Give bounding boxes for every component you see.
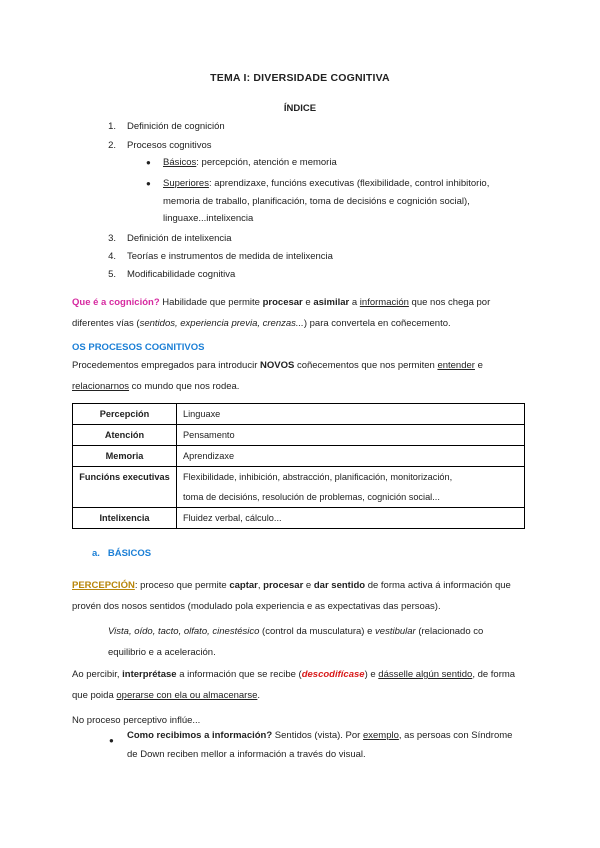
cognition-question: Que é a cognición? [72, 297, 160, 308]
text: co mundo que nos rodea. [129, 381, 240, 392]
text: operarse con ela ou almacenarse [116, 690, 258, 701]
index-number: 1. [108, 121, 116, 132]
table-row [73, 425, 525, 446]
text: interprétase [122, 669, 177, 680]
index-heading: ÍNDICE [283, 103, 317, 114]
text: e [474, 360, 483, 371]
text: que poida [72, 690, 117, 701]
index-subitem [163, 157, 337, 168]
text: dásselle algún sentido [378, 669, 473, 680]
perception-label: PERCEPCIÓN [72, 580, 135, 591]
text: ) e [364, 669, 379, 680]
table-value-cell: Linguaxe [177, 404, 525, 425]
influence-item [127, 726, 527, 764]
text: Habilidade que permite [159, 297, 263, 308]
text: (control da musculatura) e [259, 626, 376, 637]
text: sentidos, experiencia previa, crenzas... [139, 318, 304, 329]
table-row [73, 404, 525, 425]
document-title: TEMA I: DIVERSIDADE COGNITIVA [210, 72, 390, 84]
bullet-icon: ● [109, 736, 114, 745]
influences-intro: No proceso perceptivo inflúe... [72, 715, 201, 726]
subitem-text-line3: linguaxe...intelixencia [163, 213, 254, 224]
bullet-icon: ● [146, 158, 151, 167]
text: provén dos nosos sentidos (modulado pola experiencia e as expectativas das persoas). [72, 601, 441, 612]
text: , de forma [472, 669, 516, 680]
subsection-heading [92, 548, 151, 559]
table-value-cell: Aprendizaxe [177, 446, 525, 467]
text: Procedementos empregados para introducir [72, 360, 260, 371]
text: ) para convertela en coñecemento. [303, 318, 451, 329]
text: descodifícase [301, 669, 365, 680]
text: exemplo [362, 730, 399, 741]
index-item: Procesos cognitivos [127, 140, 212, 151]
table-value-cell: Fluidez verbal, cálculo... [177, 508, 525, 529]
text: dar sentido [313, 580, 366, 591]
processes-table [72, 403, 525, 529]
text: que nos chega por [408, 297, 491, 308]
index-subitem [163, 178, 489, 189]
table-key-cell: Atención [73, 425, 177, 446]
table-value-cell [177, 467, 525, 508]
text: vestibular [375, 626, 416, 637]
text: información [359, 297, 409, 308]
subitem-label: Superiores [163, 178, 209, 189]
text: entender [437, 360, 475, 371]
text: e [303, 580, 314, 591]
text: procesar [263, 580, 304, 591]
perception-definition [72, 575, 528, 617]
text: a [349, 297, 360, 308]
table-row [73, 467, 525, 508]
text: a información que se recibe ( [176, 669, 302, 680]
text: Sentidos (vista). Por [272, 730, 363, 741]
processes-definition [72, 355, 528, 397]
text: , as persoas con Síndrome [398, 730, 513, 741]
index-number: 4. [108, 251, 116, 262]
subitem-label: Básicos [163, 157, 197, 168]
text: captar [229, 580, 258, 591]
table-key-cell: Memoria [73, 446, 177, 467]
text: e [302, 297, 314, 308]
subitem-text: : percepción, atención e memoria [196, 157, 337, 168]
text: : proceso que permite [134, 580, 230, 591]
index-item: Definición de cognición [127, 121, 225, 132]
text: toma de decisións, resolución de problemas, cognición social... [183, 492, 440, 502]
text: coñecementos que nos permiten [294, 360, 438, 371]
bullet-icon: ● [146, 179, 151, 188]
text: Flexibilidade, inhibición, abstracción, planificación, monitorización, [183, 472, 453, 482]
text: NOVOS [260, 360, 295, 371]
table-row [73, 446, 525, 467]
table-value-cell: Pensamento [177, 425, 525, 446]
table-key-cell: Funcións executivas [73, 467, 177, 508]
text: asimilar [313, 297, 350, 308]
text: (relacionado co [415, 626, 484, 637]
index-number: 3. [108, 233, 116, 244]
text: procesar [262, 297, 303, 308]
text: . [257, 690, 261, 701]
text: de forma activa á información que [365, 580, 511, 591]
section-heading: OS PROCESOS COGNITIVOS [72, 342, 205, 353]
table-key-cell: Intelixencia [73, 508, 177, 529]
senses-paragraph [108, 621, 528, 663]
text: de Down reciben mellor a información a través do visual. [127, 749, 366, 760]
index-item: Modificabilidade cognitiva [127, 269, 236, 280]
subitem-text-line2: memoria de traballo, planificación, toma de decisións e cognición social), [163, 196, 470, 207]
index-item: Definición de intelixencia [127, 233, 232, 244]
text: Como recibimos a información? [127, 730, 273, 741]
table-row [73, 508, 525, 529]
text: a. [92, 548, 100, 559]
text: Ao percibir, [72, 669, 123, 680]
text: BÁSICOS [107, 548, 152, 559]
index-number: 5. [108, 269, 116, 280]
text: Vista, oído, tacto, olfato, cinestésico [108, 626, 260, 637]
text: diferentes vías ( [72, 318, 140, 329]
table-key-cell: Percepción [73, 404, 177, 425]
text: relacionarnos [72, 381, 130, 392]
text: , [257, 580, 264, 591]
subitem-text: : aprendizaxe, funcións executivas (flexibilidade, control inhibitorio, [208, 178, 490, 189]
interpret-paragraph [72, 664, 528, 706]
index-number: 2. [108, 140, 116, 151]
text: equilibrio e a aceleración. [108, 647, 216, 658]
index-item: Teorías e instrumentos de medida de intelixencia [127, 251, 333, 262]
cognition-definition [72, 292, 528, 334]
